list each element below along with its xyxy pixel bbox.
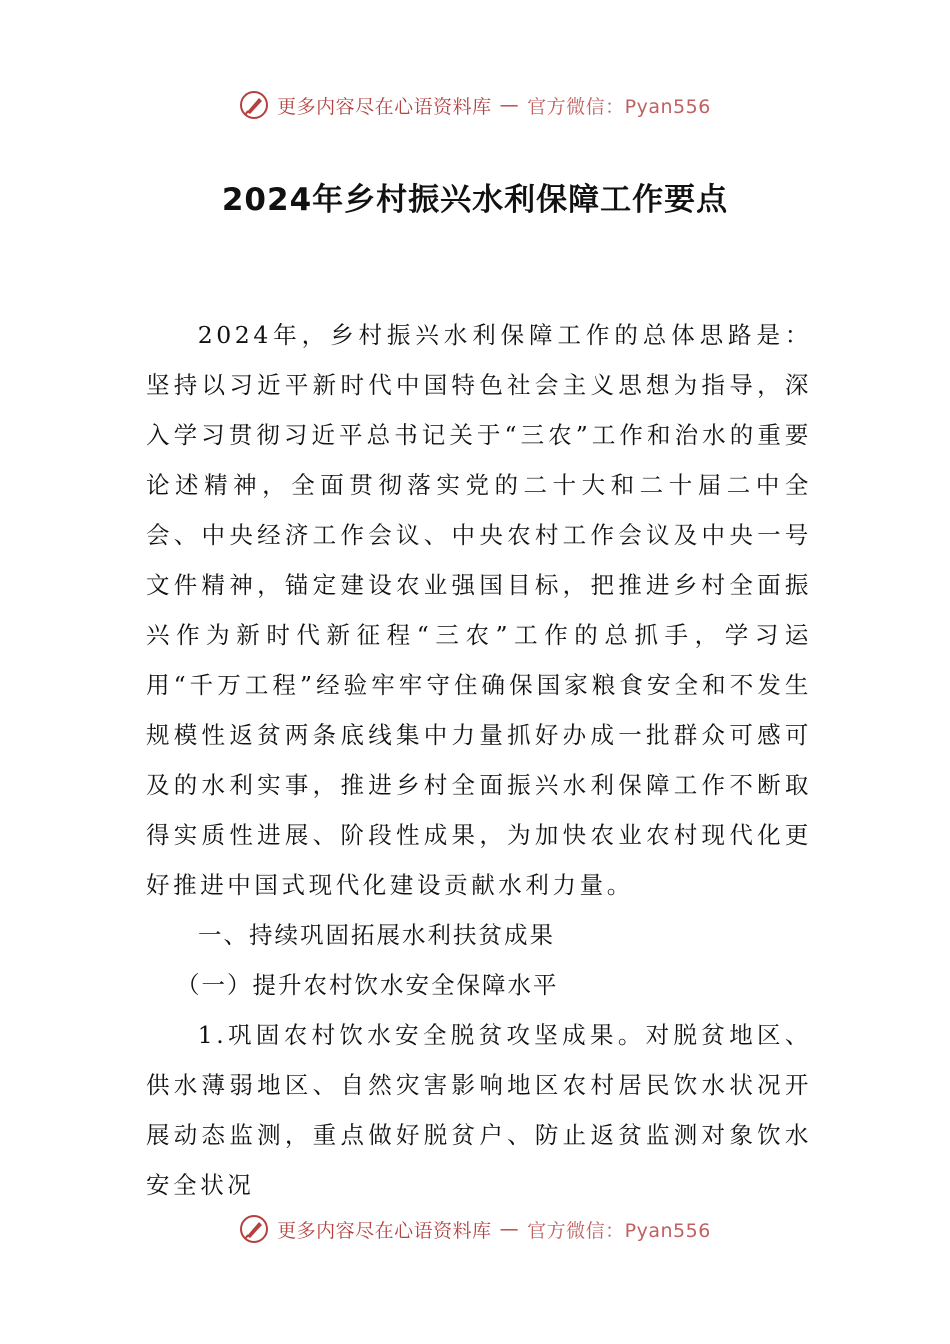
- intro-paragraph: 2024年，乡村振兴水利保障工作的总体思路是：坚持以习近平新时代中国特色社会主义思想为指导，深入学习贯彻习近平总书记关于“三农”工作和治水的重要论述精神，全面贯彻落实党的二十大和二十届二中全会、中央经济工作会议、中央农村工作会议及中央一号文件精神，锚定建设农业强国目标，把推进乡村全面振兴作为新时代新征程“三农”工作的总抓手，学习运用“千万工程”经验牢牢守住确保国家粮食安全和不发生规模性返贫两条底线集中力量抓好办成一批群众可感可及的水利实事，推进乡村全面振兴水利保障工作不断取得实质性进展、阶段性成果，为加快农业农村现代化更好推进中国式现代化建设贡献水利力量。: [146, 321, 812, 899]
- section-heading: 一、持续巩固拓展水利扶贫成果: [198, 921, 555, 949]
- watermark-wechat: 官方微信：Pyan556: [527, 1219, 711, 1242]
- watermark-wechat: 官方微信：Pyan556: [527, 95, 711, 118]
- quill-logo-icon: [239, 90, 269, 120]
- document-body: [146, 310, 812, 1210]
- watermark-text: 更多内容尽在心语资料库: [277, 95, 492, 118]
- quill-logo-icon: [239, 1214, 269, 1244]
- watermark-separator: —: [499, 1218, 520, 1240]
- watermark-header: [0, 88, 950, 122]
- document-title: 2024年乡村振兴水利保障工作要点: [221, 182, 729, 218]
- watermark-footer: [0, 1212, 950, 1246]
- watermark-text: 更多内容尽在心语资料库: [277, 1219, 492, 1242]
- item-paragraph: 1.巩固农村饮水安全脱贫攻坚成果。对脱贫地区、供水薄弱地区、自然灾害影响地区农村居民饮水状况开展动态监测，重点做好脱贫户、防止返贫监测对象饮水安全状况: [146, 1021, 812, 1199]
- watermark-separator: —: [499, 94, 520, 116]
- subsection-heading: （一）提升农村饮水安全保障水平: [176, 971, 559, 999]
